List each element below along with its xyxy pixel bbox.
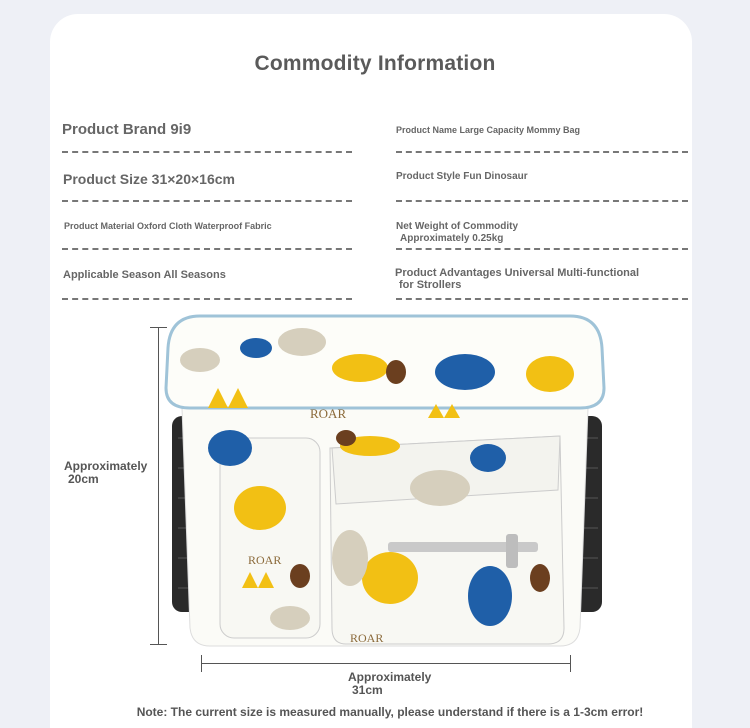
divider: [62, 200, 352, 202]
spec-material: Product Material Oxford Cloth Waterproof Fabric: [64, 221, 272, 231]
spec-season: Applicable Season All Seasons: [63, 269, 226, 281]
width-dimension-label: [348, 671, 431, 697]
divider: [62, 248, 352, 250]
roar-print: ROAR: [350, 631, 384, 645]
height-label-value: 20cm: [68, 472, 99, 486]
divider: [396, 200, 688, 202]
divider: [396, 298, 688, 300]
height-dimension-line: [158, 327, 159, 645]
spec-weight-label: Net Weight of Commodity: [396, 221, 519, 232]
roar-print: ROAR: [248, 553, 282, 567]
measurement-note: Note: The current size is measured manually, please understand if there is a 1-3cm error!: [136, 705, 644, 719]
width-dimension-line: [201, 663, 571, 664]
height-dimension-cap: [150, 327, 167, 328]
left-front-pocket: [220, 438, 320, 638]
roar-print: ROAR: [310, 406, 347, 421]
width-label-line: Approximately: [348, 670, 432, 684]
zipper-pull: [506, 534, 518, 568]
height-label-line: Approximately: [64, 459, 148, 473]
spec-size: Product Size 31×20×16cm: [63, 171, 235, 187]
dinosaur-stroller-bag-image: [160, 308, 610, 653]
height-dimension-cap: [150, 644, 167, 645]
page-title: Commodity Information: [254, 52, 496, 75]
divider: [62, 298, 352, 300]
spec-weight: [396, 221, 518, 245]
divider: [396, 248, 688, 250]
width-dimension-cap: [570, 655, 571, 672]
spec-weight-value: Approximately 0.25kg: [400, 233, 504, 244]
width-label-value: 31cm: [352, 683, 383, 697]
spec-advantages-value: for Strollers: [399, 279, 462, 291]
spec-brand: Product Brand 9i9: [62, 121, 192, 138]
spec-style: Product Style Fun Dinosaur: [396, 171, 528, 182]
spec-advantages: [395, 267, 639, 291]
spec-name: Product Name Large Capacity Mommy Bag: [396, 125, 581, 135]
height-dimension-label: [64, 460, 147, 486]
divider: [396, 151, 688, 153]
divider: [62, 151, 352, 153]
width-dimension-cap: [201, 655, 202, 672]
spec-advantages-label: Product Advantages Universal Multi-functional: [395, 267, 640, 279]
